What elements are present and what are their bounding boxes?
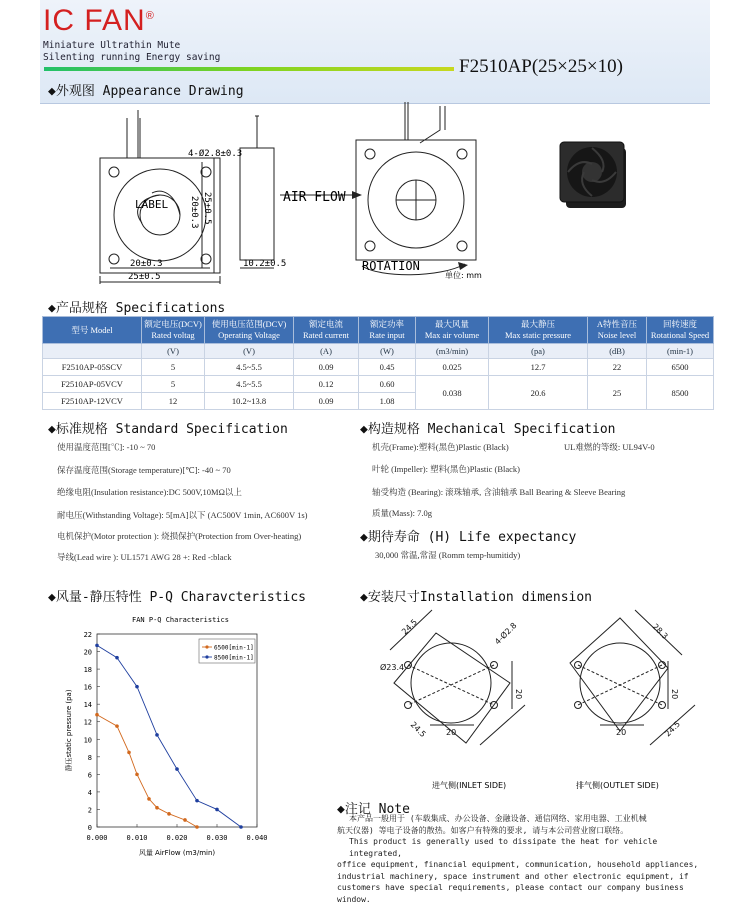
x-tick-label: 0.000: [86, 834, 108, 842]
series-line-2: [97, 645, 241, 827]
x-tick-label: 0.010: [126, 834, 148, 842]
specifications-title: ◆产品规格 Specifications: [48, 301, 226, 316]
header-rated-voltage: 额定电压(DCV) Rated voltag: [142, 317, 205, 344]
table-cell: 6500: [647, 359, 714, 376]
unit-cell: (A): [294, 344, 359, 359]
y-tick-label: 18: [83, 666, 92, 675]
table-cell: 5: [142, 359, 205, 376]
y-axis-label: 静压static pressure (pa): [65, 689, 73, 772]
spec-header-row: [43, 317, 714, 344]
life-text: 30,000 常温,常湿 (Romm temp-humitidy): [375, 550, 521, 560]
table-cell: 12: [142, 393, 205, 410]
brand-logo: IC FAN®: [43, 4, 155, 37]
unit-label: 单位: mm: [445, 271, 482, 280]
inlet-dim-20-bottom: 20: [446, 728, 457, 737]
y-tick-label: 4: [87, 788, 92, 797]
header-noise-level: A特性音压 Noise level: [588, 317, 647, 344]
table-cell: 0.038: [416, 376, 489, 410]
y-tick-label: 12: [83, 718, 92, 727]
mech-bearing: 轴受构造 (Bearing): 滚珠轴承, 含油轴承 Ball Bearing & Sleeve Bearing: [372, 487, 626, 497]
model-cell: F2510AP-05SCV: [43, 359, 142, 376]
inlet-dim-24-5-top: 24.5: [400, 617, 420, 637]
dim-25-horizontal: 25±0.5: [128, 272, 161, 282]
y-tick-label: 6: [87, 771, 92, 780]
note-line: This product is generally used to dissipate the heat for vehicle integrated,: [349, 837, 658, 858]
data-point: [147, 797, 151, 801]
x-axis-label: 风量 AirFlow (m3/min): [138, 849, 216, 857]
header-model: 型号 Model: [43, 317, 142, 344]
table-cell: 0.025: [416, 359, 489, 376]
legend-marker: [205, 645, 208, 648]
installation-title: ◆安装尺寸Installation dimension: [360, 590, 593, 605]
model-title: F2510AP(25×25×10): [459, 56, 623, 77]
dim-thickness: 10.2±0.5: [243, 259, 287, 269]
dim-25-vertical: 25±0.5: [202, 192, 212, 225]
model-cell: F2510AP-05VCV: [43, 376, 142, 393]
mech-flame-rating: UL难燃的等级: UL94V-0: [564, 442, 655, 452]
tagline-2: Silenting running Energy saving: [43, 52, 221, 63]
table-row: [43, 359, 714, 376]
series-line-1: [97, 715, 197, 827]
data-point: [183, 818, 187, 822]
data-point: [155, 733, 159, 737]
label-text: LABEL: [135, 198, 169, 211]
header-max-air-volume: 最大风量 Max air volume: [416, 317, 489, 344]
table-cell: 22: [588, 359, 647, 376]
table-cell: 4.5~5.5: [205, 376, 294, 393]
table-cell: 12.7: [489, 359, 588, 376]
legend-label: 6500[min-1]: [214, 644, 254, 652]
note-line: office equipment, financial equipment, communication, household appliances,: [337, 860, 699, 869]
outlet-dim-24-5: 24.5: [663, 719, 683, 739]
y-tick-label: 20: [83, 648, 92, 657]
data-point: [115, 656, 119, 660]
table-row: [43, 376, 714, 393]
table-cell: 0.12: [294, 376, 359, 393]
data-point: [135, 685, 139, 689]
y-tick-label: 2: [87, 806, 92, 815]
table-cell: 5: [142, 376, 205, 393]
table-cell: 0.09: [294, 393, 359, 410]
unit-cell: (V): [142, 344, 205, 359]
header-rate-input: 额定功率 Rate input: [359, 317, 416, 344]
data-point: [167, 812, 171, 816]
table-cell: 0.60: [359, 376, 416, 393]
table-cell: 8500: [647, 376, 714, 410]
outlet-dim-20-side: 20: [670, 689, 679, 700]
std-line-storage: 保存温度范围(Storage temperature)[℃]: -40 ~ 70: [57, 465, 231, 475]
y-tick-label: 14: [83, 701, 92, 710]
data-point: [155, 806, 159, 810]
table-cell: 0.45: [359, 359, 416, 376]
installation-drawing: [350, 605, 710, 795]
note-line: 航天仪器) 等电子设备的散热。如客户有特殊的要求, 请与本公司营业窗口联络。: [337, 825, 629, 835]
inlet-hole-label: 4-Ø2.8: [493, 620, 519, 647]
inlet-side-label: 进气侧(INLET SIDE): [432, 781, 507, 790]
x-tick-label: 0.040: [246, 834, 268, 842]
data-point: [175, 767, 179, 771]
mech-impeller: 叶轮 (Impeller): 塑料(黑色)Plastic (Black): [372, 464, 521, 474]
data-point: [135, 773, 139, 777]
unit-cell: (W): [359, 344, 416, 359]
y-tick-label: 22: [83, 631, 92, 639]
data-point: [195, 825, 199, 829]
life-title: ◆期待寿命 (H) Life expectancy: [360, 530, 577, 545]
chart-title: FAN P-Q Characteristics: [132, 616, 229, 624]
fan-photo: [556, 134, 636, 216]
data-point: [115, 724, 119, 728]
tagline-1: Miniature Ultrathin Mute: [43, 40, 181, 51]
notes-title: ◆注记 Note: [337, 802, 410, 817]
outlet-side-label: 排气侧(OUTLET SIDE): [576, 781, 659, 790]
legend-label: 8500[min-1]: [214, 654, 254, 662]
data-point: [95, 713, 99, 717]
note-line: industrial machinery, space instrument and other electronic equipment, if: [337, 871, 689, 881]
mechanical-title: ◆构造规格 Mechanical Specification: [360, 422, 616, 437]
airflow-label: AIR FLOW: [283, 190, 346, 205]
data-point: [215, 808, 219, 812]
std-line-protection: 电机保护(Motor protection ): 烧损保护(Protection from Over-heating): [57, 531, 302, 541]
unit-cell: (pa): [489, 344, 588, 359]
accent-line: [44, 67, 454, 71]
table-cell: 4.5~5.5: [205, 359, 294, 376]
table-cell: 20.6: [489, 376, 588, 410]
legend-marker: [205, 655, 208, 658]
pq-chart: [55, 612, 275, 862]
unit-cell: (V): [205, 344, 294, 359]
std-line-insulation: 绝缘电阻(Insulation resistance):DC 500V,10MΩ以上: [57, 487, 242, 497]
mech-mass: 质量(Mass): 7.0g: [372, 508, 432, 518]
note-line: customers have special requirements, please contact our company business window.: [337, 883, 684, 904]
rotation-label: ROTATION: [362, 259, 420, 273]
unit-cell: (min-1): [647, 344, 714, 359]
outlet-dim-20-bottom: 20: [616, 728, 627, 737]
table-cell: 0.09: [294, 359, 359, 376]
y-tick-label: 0: [87, 824, 92, 832]
notes-body: [337, 813, 707, 905]
hole-dim-label: 4-Ø2.8±0.3: [188, 149, 243, 159]
header-rotational-speed: 回转速度 Rotational Speed: [647, 317, 714, 344]
standard-title: ◆标准规格 Standard Specification: [48, 422, 288, 437]
table-cell: 25: [588, 376, 647, 410]
header-operating-voltage: 使用电压范围(DCV) Operating Voltage: [205, 317, 294, 344]
appearance-title: ◆外观图 Appearance Drawing: [48, 84, 244, 99]
header-rated-current: 额定电流 Rated current: [294, 317, 359, 344]
data-point: [95, 644, 99, 648]
table-cell: 1.08: [359, 393, 416, 410]
appearance-drawing: [80, 98, 560, 288]
inlet-diameter-label: Ø23.4: [380, 663, 405, 672]
unit-cell: (dB): [588, 344, 647, 359]
model-cell: F2510AP-12VCV: [43, 393, 142, 410]
mech-frame: 机壳(Frame):塑料(黑色)Plastic (Black): [372, 442, 509, 452]
dim-20-horizontal: 20±0.3: [130, 259, 163, 269]
header-max-static-pressure: 最大静压 Max static pressure: [489, 317, 588, 344]
std-line-temp: 使用温度范围[℃]: -10 ~ 70: [57, 442, 156, 452]
units-row: [43, 344, 714, 359]
unit-cell: (m3/min): [416, 344, 489, 359]
data-point: [239, 825, 243, 829]
dim-20-vertical: 20±0.3: [189, 196, 199, 229]
note-line: 本产品一般用于 (车载集成、办公设备、金融设备、通信网络、家用电器、工业机械: [349, 814, 647, 823]
inlet-dim-24-5-bottom: 24.5: [408, 720, 428, 740]
y-tick-label: 10: [83, 736, 92, 745]
spec-table: [42, 316, 714, 410]
outlet-dim-28-3: 28.3: [650, 622, 670, 642]
std-line-leadwire: 导线(Lead wire ): UL1571 AWG 28 +: Red -:black: [57, 552, 232, 562]
data-point: [127, 751, 131, 755]
inlet-dim-20-side: 20: [514, 689, 523, 700]
std-line-voltage: 耐电压(Withstanding Voltage): 5[mA]以下 (AC500V 1min, AC600V 1s): [57, 510, 308, 520]
table-cell: 10.2~13.8: [205, 393, 294, 410]
x-tick-label: 0.020: [166, 834, 188, 842]
pq-title: ◆风量-静压特性 P-Q Charavcteristics: [48, 590, 307, 605]
y-tick-label: 8: [87, 753, 92, 762]
x-tick-label: 0.030: [206, 834, 228, 842]
y-tick-label: 16: [83, 683, 92, 692]
data-point: [195, 799, 199, 803]
